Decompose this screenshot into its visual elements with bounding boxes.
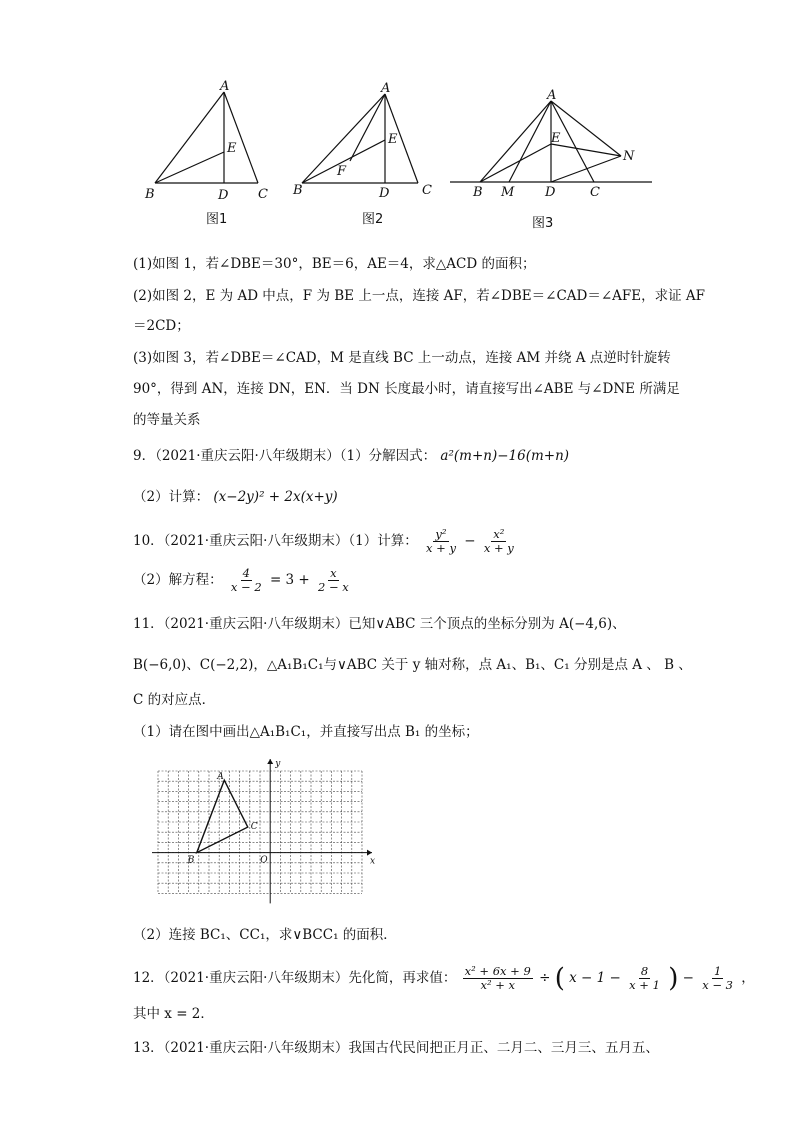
grid-label-O: O [260, 855, 268, 866]
q10-fraction-2-numerator: x² [493, 527, 505, 541]
coordinate-grid [148, 757, 378, 911]
q10-fraction-1-numerator: y² [435, 527, 447, 541]
fig2-label-B: B [293, 183, 303, 198]
q9-expression-1: a²(m+n)−16(m+n) [440, 448, 570, 464]
grid-label-A: A [217, 772, 224, 783]
q12-fraction-1-numerator: x² + 6x + 9 [464, 964, 531, 978]
grid-label-B: B [187, 855, 195, 866]
fig2-label-D: D [379, 186, 390, 201]
q12-line1 [133, 956, 755, 1001]
q12-line2: 其中 x = 2． [133, 1006, 214, 1022]
q10-equals: = 3 + [269, 572, 310, 588]
grid-label-x: x [370, 856, 376, 867]
q10-fraction-2 [482, 528, 516, 555]
q10-heading: 10．（2021·重庆云阳·八年级期末）（1）计算： [133, 533, 418, 549]
triangle-abc [197, 780, 248, 852]
q10-equation-fraction-1 [229, 567, 264, 594]
fig3-label-E: E [551, 131, 561, 146]
figure-3-drawing [445, 84, 660, 224]
q12-fraction-2-denominator: x + 1 [629, 978, 660, 992]
q8-part3-line1: (3)如图 3，若∠DBE＝∠CAD，M 是直线 BC 上一动点，连接 AM 并绕 A 点逆时针旋转 [133, 350, 671, 366]
q9-line2 [133, 487, 338, 507]
fig1-label-B: B [145, 187, 155, 202]
q10-eq-fraction-2-numerator: x [330, 566, 337, 580]
coordinate-grid-drawing [148, 757, 378, 907]
figure-2-caption: 图2 [362, 212, 384, 227]
q12-heading: 12．（2021·重庆云阳·八年级期末）先化简，再求值： [133, 970, 457, 986]
fig3-label-M: M [501, 185, 515, 200]
q12-fraction-1 [463, 965, 533, 992]
fig1-label-A: A [220, 79, 230, 94]
q9-line1 [133, 446, 569, 466]
figure-3-caption: 图3 [532, 216, 554, 231]
q12-right-paren: ) [668, 963, 679, 994]
q10-eq-fraction-2-denominator: 2 − x [318, 580, 349, 594]
q11-part2: （2）连接 BC₁、CC₁，求∨BCC₁ 的面积． [133, 927, 397, 943]
q12-fraction-3 [700, 965, 735, 992]
q10-equation-fraction-2 [316, 567, 351, 594]
figure-1-drawing [140, 78, 280, 228]
fig3-label-B: B [473, 185, 483, 200]
q11-part1: （1）请在图中画出△A₁B₁C₁，并直接写出点 B₁ 的坐标； [133, 724, 479, 740]
q12-fraction-1-denominator: x² + x [480, 978, 515, 992]
q8-part3-line2: 90°，得到 AN，连接 DN，EN．当 DN 长度最小时，请直接写出∠ABE 与∠DNE 所满足 [133, 381, 680, 397]
fig2-label-E: E [388, 132, 398, 147]
q12-fraction-2-numerator: 8 [640, 964, 649, 978]
q12-fraction-2 [627, 965, 662, 992]
q12-inner-expression: x − 1 − [569, 970, 621, 986]
q10-fraction-2-denominator: x + y [483, 541, 514, 555]
fig1-label-C: C [258, 187, 268, 202]
grid-label-y: y [275, 759, 281, 769]
q12-trailing-comma: ， [741, 970, 755, 986]
q12-left-paren: ( [554, 963, 565, 994]
fig2-label-A: A [381, 81, 391, 96]
x-axis-arrow [367, 850, 372, 856]
q12-divide-sign: ÷ [539, 970, 551, 986]
q10-eq-fraction-1-denominator: x − 2 [230, 580, 262, 594]
q11-line1: 11．（2021·重庆云阳·八年级期末）已知∨ABC 三个顶点的坐标分别为 A(−4,6)、 [133, 616, 626, 632]
figure-3 [445, 84, 660, 228]
fig1-label-E: E [227, 141, 237, 156]
q12-minus-sign: − [682, 970, 694, 986]
fig2-label-F: F [337, 164, 347, 179]
fig1-label-D: D [218, 188, 229, 203]
q10-sub2-label: （2）解方程： [133, 572, 223, 588]
figure-1-caption: 图1 [206, 212, 228, 227]
q10-minus-sign: − [464, 533, 476, 549]
q8-part3-line3: 的等量关系 [133, 412, 201, 428]
fig3-label-C: C [590, 185, 600, 200]
q11-line3: C 的对应点． [133, 692, 216, 708]
q8-part2-line1: (2)如图 2，E 为 AD 中点，F 为 BE 上一点，连接 AF，若∠DBE＝∠CAD＝∠AFE，求证 AF [133, 288, 706, 304]
q12-fraction-3-denominator: x − 3 [702, 978, 733, 992]
q9-expression-2: (x−2y)² + 2x(x+y) [213, 489, 338, 505]
q10-fraction-1 [424, 528, 458, 555]
fig3-label-N: N [623, 149, 635, 164]
fig3-label-D: D [545, 185, 556, 200]
grid-label-C: C [250, 822, 258, 833]
y-axis-arrow [267, 759, 273, 764]
q13-line1: 13．（2021·重庆云阳·八年级期末）我国古代民间把正月正、二月二、三月三、五月五、 [133, 1040, 659, 1056]
q8-part2-line2: ＝2CD； [133, 318, 190, 334]
fig2-label-C: C [422, 183, 432, 198]
q9-sub2-label: （2）计算： [133, 489, 210, 505]
q9-heading: 9．（2021·重庆云阳·八年级期末）（1）分解因式： [133, 448, 437, 464]
q12-fraction-3-numerator: 1 [713, 964, 722, 978]
q11-line2: B(−6,0)、C(−2,2)，△A₁B₁C₁与∨ABC 关于 y 轴对称，点 A₁、B₁、C₁ 分别是点 A 、 B 、 [133, 657, 692, 673]
q10-line2 [133, 563, 353, 597]
q10-eq-fraction-1-numerator: 4 [242, 566, 250, 580]
q10-line1 [133, 524, 518, 558]
fig3-label-A: A [547, 88, 557, 103]
q10-fraction-1-denominator: x + y [426, 541, 456, 555]
q8-part1: (1)如图 1，若∠DBE＝30°，BE＝6，AE＝4，求△ACD 的面积； [133, 256, 536, 272]
